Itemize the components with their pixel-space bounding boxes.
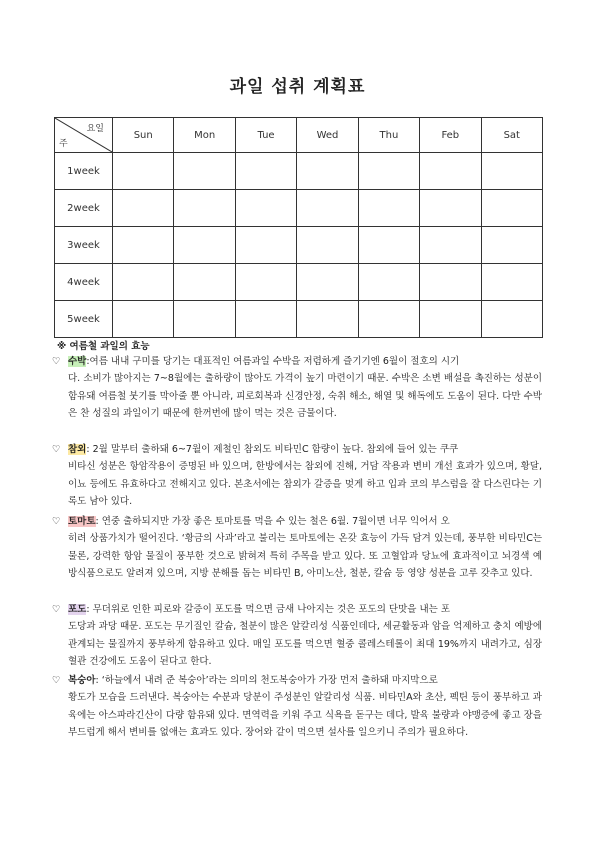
plan-cell[interactable] (297, 301, 358, 338)
day-header: Mon (174, 118, 235, 153)
week-label: 4week (55, 264, 113, 301)
fruit-text: :여름 내내 구미를 당기는 대표적인 여름과일 수박을 저렴하게 즐기기엔 6월이 절호의 시기 (86, 356, 460, 367)
fruit-name: 수박 (68, 356, 87, 367)
plan-cell[interactable] (481, 301, 542, 338)
day-header: Feb (420, 118, 481, 153)
fruit-first-line (68, 672, 544, 689)
fruit-name: 토마토 (68, 516, 96, 527)
fruit-item-tomato (52, 513, 544, 583)
plan-cell[interactable] (113, 264, 174, 301)
plan-cell[interactable] (113, 153, 174, 190)
plan-cell[interactable] (113, 190, 174, 227)
plan-cell[interactable] (358, 227, 419, 264)
fruit-text: : 연중 출하되지만 가장 좋은 토마토를 먹을 수 있는 철은 6월. 7월이면 너무 익어서 오 (95, 516, 450, 527)
table-row (55, 264, 543, 301)
plan-cell[interactable] (358, 153, 419, 190)
fruit-text: : 무더위로 인한 피로와 갈증이 포도를 먹으면 금새 나아지는 것은 포도의 단맛을 내는 포 (86, 604, 451, 615)
fruit-plan-table (54, 117, 543, 338)
plan-cell[interactable] (481, 190, 542, 227)
fruit-first-line (68, 601, 544, 618)
plan-cell[interactable] (481, 153, 542, 190)
plan-cell[interactable] (174, 190, 235, 227)
week-label: 2week (55, 190, 113, 227)
plan-cell[interactable] (235, 264, 296, 301)
plan-cell[interactable] (113, 227, 174, 264)
plan-cell[interactable] (420, 301, 481, 338)
plan-cell[interactable] (174, 264, 235, 301)
section-title: ※ 여름철 과일의 효능 (57, 341, 150, 352)
week-label: 1week (55, 153, 113, 190)
fruit-description: 히려 상품가치가 떨어진다. ‘황금의 사과’라고 불리는 토마토에는 온갖 효능이 가득 담겨 있는데, 풍부한 비타민C는 물론, 강력한 항암 물질이 풍부한 것으로 밝혀져 특히 주목을 받고 있다. 또 고혈압과 당뇨에 효과적이고 뇌경색 예방식품으로도 알려져 있으며, 지방 분해를 돕는 비타민 B, 아미노산, 철분, 칼슘 등 영양 성분을 고루 갖추고 있다. (68, 533, 542, 580)
plan-cell[interactable] (420, 264, 481, 301)
plan-cell[interactable] (235, 153, 296, 190)
heart-icon: ♡ (52, 444, 61, 455)
fruit-name: 포도 (68, 604, 87, 615)
week-label: 3week (55, 227, 113, 264)
fruit-text: : 2월 말부터 출하돼 6~7월이 제철인 참외도 비타민C 함량이 높다. 참외에 들어 있는 쿠쿠 (86, 444, 459, 455)
table-row (55, 190, 543, 227)
fruit-description: 황도가 모습을 드러낸다. 복숭아는 수분과 당분이 주성분인 알칼리성 식품. 비타민A와 초산, 펙틴 등이 풍부하고 과육에는 아스파라긴산이 다량 함유돼 있다. 면역력을 키워 주고 식욕을 돋구는 데다, 발육 불량과 야맹증에 좋고 장을 부드럽게 해서 변비를 없애는 효과도 있다. 장어와 같이 먹으면 설사를 일으키니 주의가 필요하다. (68, 692, 542, 739)
plan-cell[interactable] (481, 264, 542, 301)
heart-icon: ♡ (52, 675, 61, 686)
week-label: 5week (55, 301, 113, 338)
day-header: Sat (481, 118, 542, 153)
fruit-first-line (68, 513, 544, 530)
fruit-item-watermelon (52, 353, 544, 423)
plan-cell[interactable] (297, 227, 358, 264)
heart-icon: ♡ (52, 356, 61, 367)
plan-cell[interactable] (358, 301, 419, 338)
corner-day-label: 요일 (86, 124, 104, 134)
plan-cell[interactable] (174, 153, 235, 190)
fruit-description: 비타신 성분은 항암작용이 증명된 바 있으며, 한방에서는 참외에 진해, 거담 작용과 변비 개선 효과가 있으며, 황달, 이뇨 등에도 유효하다고 전해지고 있다. 본초서에는 참외가 갈증을 멎게 하고 입과 코의 부스럼을 잘 다스린다는 기록도 남아 있다. (68, 461, 542, 508)
day-header: Thu (358, 118, 419, 153)
plan-cell[interactable] (481, 227, 542, 264)
table-row (55, 301, 543, 338)
table-header-row (55, 118, 543, 153)
fruit-description: 다. 소비가 많아지는 7~8월에는 출하량이 많아도 가격이 높기 마련이기 때문. 수박은 소변 배설을 촉진하는 성분이 함유돼 여름철 붓기를 막아줄 뿐 아니라, 피로회복과 신경안정, 숙취 해소, 해열 및 해독에도 도움이 된다. 다만 수박은 찬 성질의 과일이기 때문에 한꺼번에 많이 먹는 것은 금물이다. (68, 373, 542, 420)
fruit-first-line (68, 441, 544, 458)
fruit-item-peach (52, 672, 544, 742)
day-header: Wed (297, 118, 358, 153)
fruit-item-grape (52, 601, 544, 671)
fruit-item-melon (52, 441, 544, 511)
plan-cell[interactable] (358, 190, 419, 227)
plan-cell[interactable] (174, 301, 235, 338)
plan-cell[interactable] (297, 264, 358, 301)
fruit-name: 복숭아 (68, 675, 96, 686)
corner-week-label: 주 (59, 139, 68, 149)
corner-cell (55, 118, 113, 153)
plan-cell[interactable] (358, 264, 419, 301)
fruit-first-line (68, 353, 544, 370)
table-row (55, 153, 543, 190)
fruit-name: 참외 (68, 444, 87, 455)
heart-icon: ♡ (52, 516, 61, 527)
plan-cell[interactable] (235, 301, 296, 338)
table-row (55, 227, 543, 264)
day-header: Tue (235, 118, 296, 153)
heart-icon: ♡ (52, 604, 61, 615)
plan-cell[interactable] (420, 190, 481, 227)
page-title: 과일 섭취 계획표 (229, 77, 366, 97)
plan-cell[interactable] (297, 153, 358, 190)
fruit-text: : ‘하늘에서 내려 준 복숭아’라는 의미의 천도복숭아가 가장 먼저 출하돼 마지막으로 (95, 675, 438, 686)
plan-cell[interactable] (420, 227, 481, 264)
fruit-description: 도당과 과당 때문. 포도는 무기질인 칼슘, 철분이 많은 알칼리성 식품인데다, 세균활동과 암을 억제하고 충치 예방에 관계되는 물질까지 풍부하게 함유하고 있다. 매일 포도를 먹으면 혈중 콜레스테롤이 최대 19%까지 내려가고, 심장혈관 건강에도 도움이 된다고 한다. (68, 621, 542, 668)
plan-cell[interactable] (174, 227, 235, 264)
plan-cell[interactable] (297, 190, 358, 227)
day-header: Sun (113, 118, 174, 153)
plan-cell[interactable] (420, 153, 481, 190)
plan-cell[interactable] (113, 301, 174, 338)
plan-cell[interactable] (235, 190, 296, 227)
plan-cell[interactable] (235, 227, 296, 264)
